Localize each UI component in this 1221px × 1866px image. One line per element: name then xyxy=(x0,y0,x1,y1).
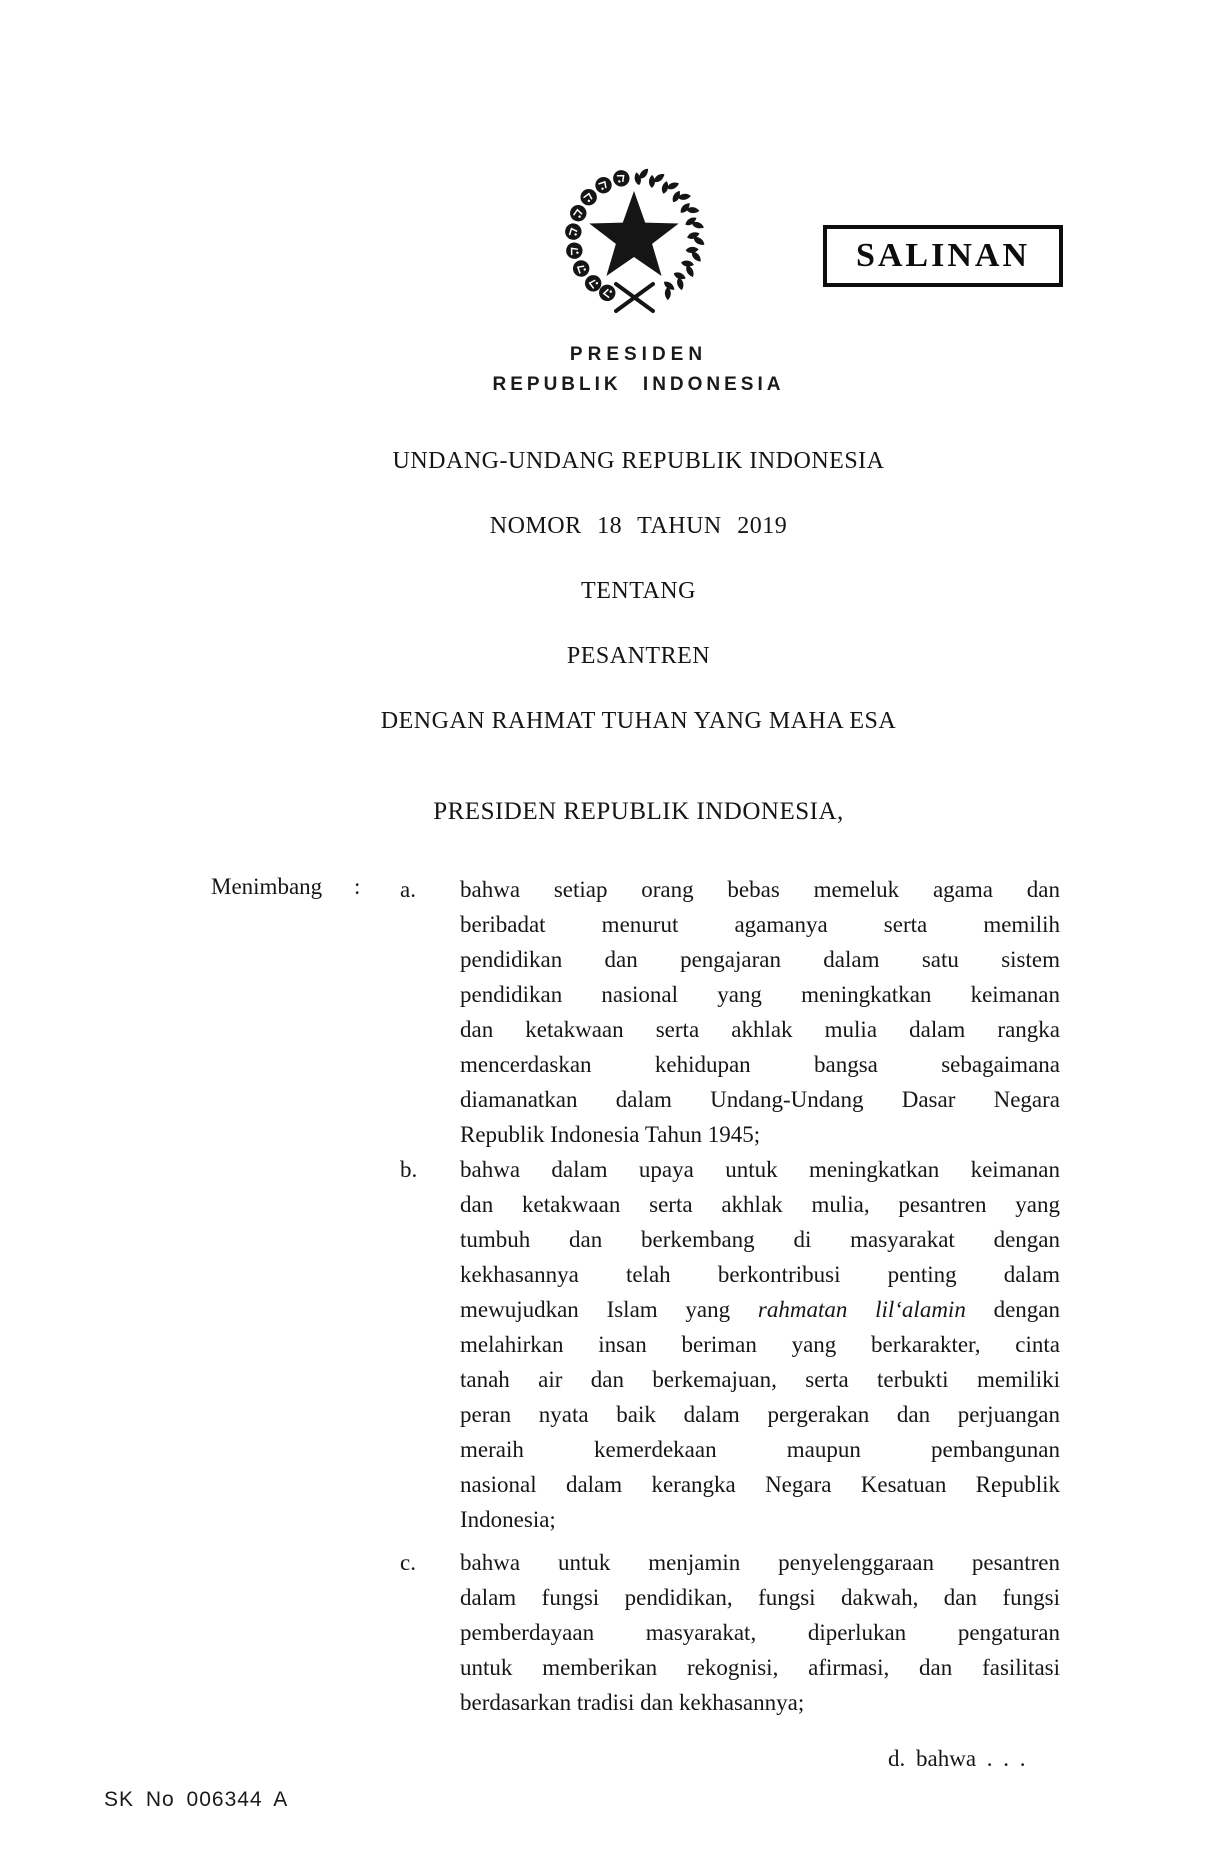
item-text xyxy=(460,872,1060,1152)
text-line: pendidikan dan pengajaran dalam satu sistem xyxy=(460,947,1060,972)
considerations-label: Menimbang xyxy=(211,874,323,899)
text-line: kekhasannya telah berkontribusi penting dalam xyxy=(460,1262,1060,1287)
considerations-items xyxy=(400,872,1060,1720)
item-marker: c. xyxy=(400,1550,416,1575)
salinan-stamp-label: SALINAN xyxy=(855,237,1031,274)
text-line: dalam fungsi pendidikan, fungsi dakwah, dan fungsi xyxy=(460,1585,1060,1610)
doc-title-number: NOMOR 18 TAHUN 2019 xyxy=(489,513,788,539)
text-line: mencerdaskan kehidupan bangsa sebagaimana xyxy=(460,1052,1060,1077)
text-line: beribadat menurut agamanya serta memilih xyxy=(460,912,1060,937)
text-line: bahwa untuk menjamin penyelenggaraan pesantren xyxy=(460,1550,1060,1575)
doc-title-tentang: TENTANG xyxy=(581,578,696,604)
consideration-item xyxy=(400,1152,1060,1537)
text-line: bahwa setiap orang bebas memeluk agama dan xyxy=(460,877,1060,902)
consideration-item xyxy=(400,1545,1060,1720)
letterhead-republik-indonesia: REPUBLIK INDONESIA xyxy=(492,374,785,395)
text-line: dan ketakwaan serta akhlak mulia dalam rangka xyxy=(460,1017,1060,1042)
crossed-stems xyxy=(616,284,653,311)
item-marker: b. xyxy=(400,1157,418,1182)
text-line: untuk memberikan rekognisi, afirmasi, dan fasilitasi xyxy=(460,1655,1060,1680)
text-line: pendidikan nasional yang meningkatkan keimanan xyxy=(460,982,1060,1007)
item-text xyxy=(460,1152,1060,1537)
text-line: melahirkan insan beriman yang berkarakter, cinta xyxy=(460,1332,1060,1357)
text-line: bahwa dalam upaya untuk meningkatkan keimanan xyxy=(460,1157,1060,1182)
text-line: berdasarkan tradisi dan kekhasannya; xyxy=(460,1690,805,1715)
text-line: tumbuh dan berkembang di masyarakat dengan xyxy=(460,1227,1060,1252)
doc-title-invocation: DENGAN RAHMAT TUHAN YANG MAHA ESA xyxy=(380,708,897,734)
item-text xyxy=(460,1545,1060,1720)
star-shape xyxy=(589,191,678,276)
doc-title-authority: PRESIDEN REPUBLIK INDONESIA, xyxy=(433,798,844,825)
text-line: dan ketakwaan serta akhlak mulia, pesantren yang xyxy=(460,1192,1060,1217)
text-line: diamanatkan dalam Undang-Undang Dasar Negara xyxy=(460,1087,1060,1112)
presidential-star-wreath-emblem-icon xyxy=(556,162,712,322)
consideration-item xyxy=(400,872,1060,1152)
text-line: Indonesia; xyxy=(460,1507,556,1532)
text-line: pemberdayaan masyarakat, diperlukan pengaturan xyxy=(460,1620,1060,1645)
text-line: nasional dalam kerangka Negara Kesatuan Republik xyxy=(460,1472,1060,1497)
doc-title-subject: PESANTREN xyxy=(566,643,711,669)
text-line: mewujudkan Islam yang rahmatan lil‘alamin dengan xyxy=(460,1297,1061,1322)
text-line: peran nyata baik dalam pergerakan dan perjuangan xyxy=(460,1402,1060,1427)
text-line: Republik Indonesia Tahun 1945; xyxy=(460,1122,761,1147)
doc-title-line1: UNDANG-UNDANG REPUBLIK INDONESIA xyxy=(392,448,885,474)
archive-code: SK No 006344 A xyxy=(104,1788,289,1811)
text-line: tanah air dan berkemajuan, serta terbukti memiliki xyxy=(460,1367,1060,1392)
salinan-stamp xyxy=(823,225,1063,287)
item-marker: a. xyxy=(400,877,416,902)
text-line: meraih kemerdekaan maupun pembangunan xyxy=(460,1437,1060,1462)
catchword-next-item: d. bahwa . . . xyxy=(888,1746,1026,1771)
considerations-colon: : xyxy=(354,874,361,899)
letterhead-presiden: PRESIDEN xyxy=(569,344,708,365)
